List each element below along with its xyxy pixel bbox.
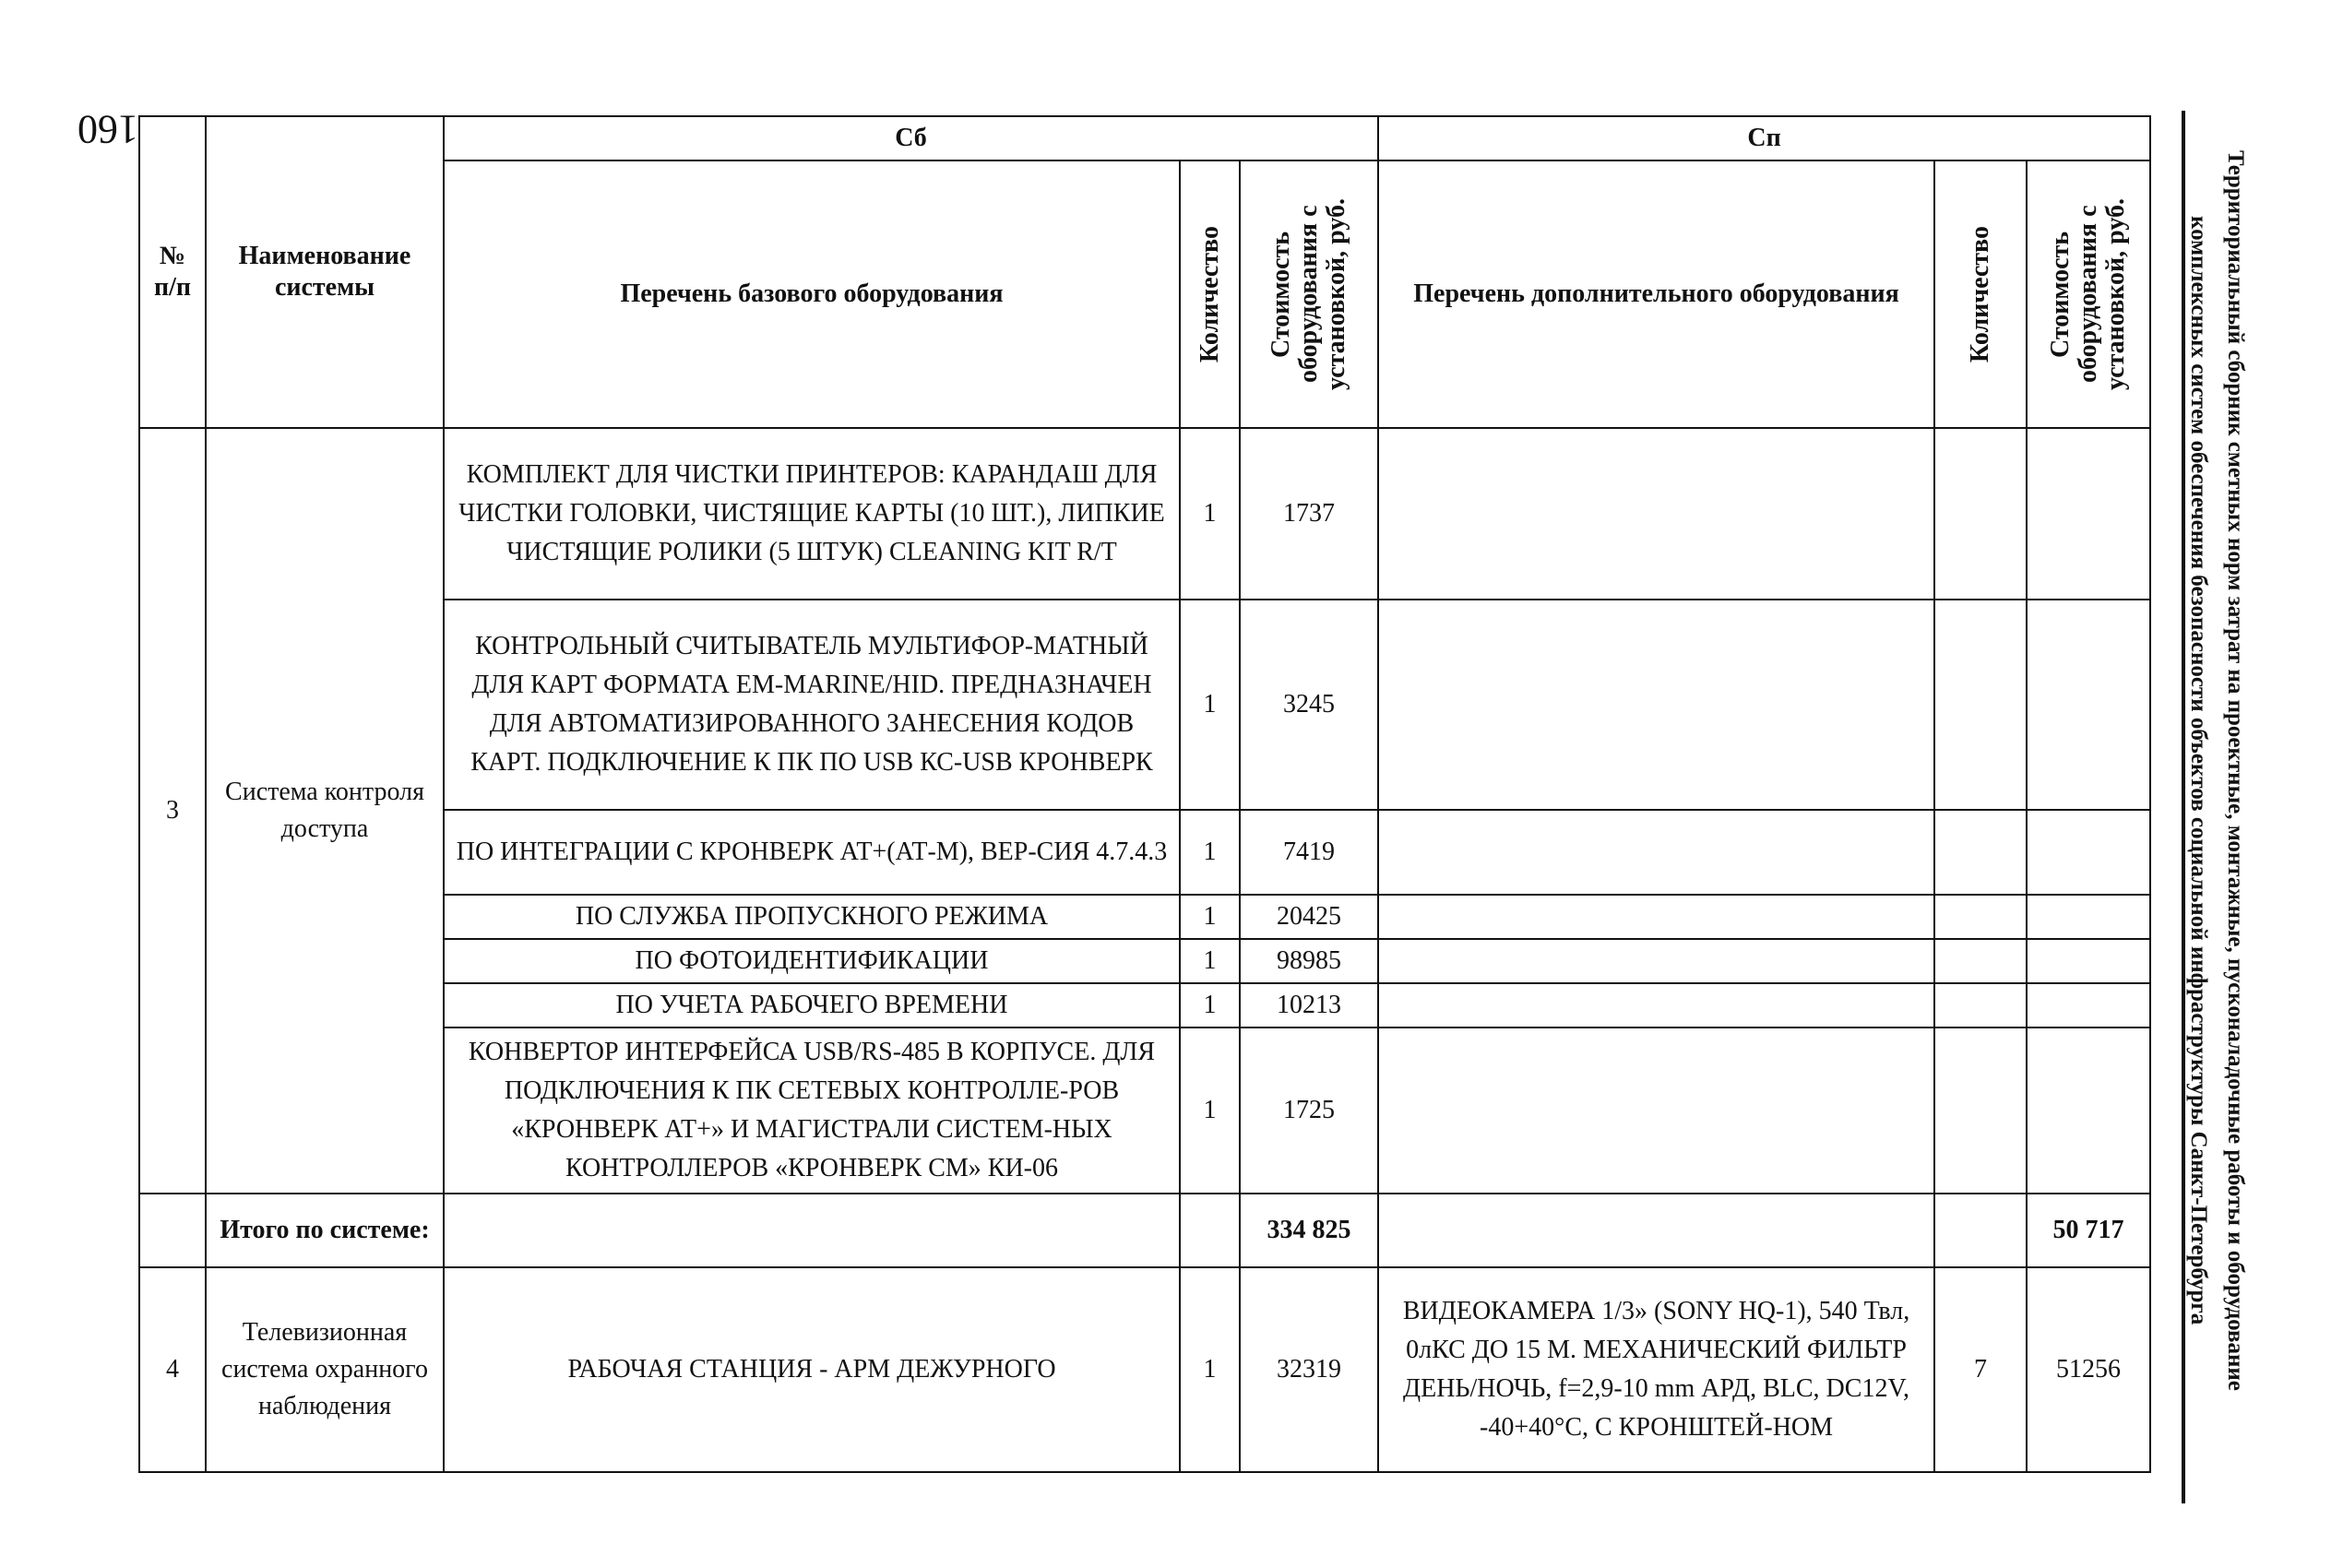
item-qty: 1	[1180, 983, 1240, 1028]
extra-qty-empty	[1934, 939, 2027, 983]
item-cost: 7419	[1240, 810, 1378, 895]
item-name: ПО ФОТОИДЕНТИФИКАЦИИ	[444, 939, 1180, 983]
total-item-empty	[444, 1194, 1180, 1267]
extra-item-name: ВИДЕОКАМЕРА 1/3» (SONY HQ-1), 540 Твл, 0лКС ДО 15 М. МЕХАНИЧЕСКИЙ ФИЛЬТР ДЕНЬ/НОЧЬ, f=2,9-10 mm АРД, BLC, DC12V, -40+40°С, С КРОНШТЕЙ-НОМ	[1378, 1267, 1934, 1472]
total-qty2-empty	[1934, 1194, 2027, 1267]
item-name: ПО СЛУЖБА ПРОПУСКНОГО РЕЖИМА	[444, 895, 1180, 939]
page-number: 160	[77, 107, 138, 152]
total-row	[139, 1194, 2150, 1267]
header-base-list: Перечень базового оборудования	[444, 160, 1180, 428]
total-label: Итого по системе:	[206, 1194, 444, 1267]
extra-cost-empty	[2027, 428, 2150, 600]
item-name: ПО УЧЕТА РАБОЧЕГО ВРЕМЕНИ	[444, 983, 1180, 1028]
extra-item-empty	[1378, 810, 1934, 895]
header-sp: Сп	[1378, 116, 2150, 160]
table-row	[139, 428, 2150, 600]
running-title-text: Территориальный сборник сметных норм затрат на проектные, монтажные, пусконаладочные работы и оборудование комплексных систем обеспечения безопасности объектов социальной инфраструктуры Санкт-Петербурга	[2186, 149, 2248, 1391]
system4-num: 4	[139, 1267, 206, 1472]
item-name: РАБОЧАЯ СТАНЦИЯ - АРМ ДЕЖУРНОГО	[444, 1267, 1180, 1472]
extra-cost-empty	[2027, 600, 2150, 810]
title-rule	[2182, 111, 2185, 1503]
item-cost: 20425	[1240, 895, 1378, 939]
equipment-table	[138, 115, 2151, 1473]
header-cost	[1240, 160, 1378, 428]
header-cost-text: Стоимость оборудования с установкой, руб.	[1267, 198, 1351, 390]
header-cost2	[2027, 160, 2150, 428]
extra-item-empty	[1378, 895, 1934, 939]
extra-cost-empty	[2027, 1028, 2150, 1194]
extra-cost-empty	[2027, 939, 2150, 983]
extra-qty-empty	[1934, 600, 2027, 810]
item-name: ПО ИНТЕГРАЦИИ С КРОНВЕРК АТ+(АТ-М), ВЕР-СИЯ 4.7.4.3	[444, 810, 1180, 895]
item-cost: 1737	[1240, 428, 1378, 600]
extra-qty-empty	[1934, 983, 2027, 1028]
total-sp-value: 50 717	[2027, 1194, 2150, 1267]
item-qty: 1	[1180, 939, 1240, 983]
extra-item-empty	[1378, 983, 1934, 1028]
extra-cost-empty	[2027, 810, 2150, 895]
header-system-name: Наименование системы	[206, 116, 444, 428]
system3-name: Система контроля доступа	[206, 428, 444, 1194]
total-qty-empty	[1180, 1194, 1240, 1267]
item-cost: 10213	[1240, 983, 1378, 1028]
extra-qty-empty	[1934, 810, 2027, 895]
system4-name: Телевизионная система охранного наблюдения	[206, 1267, 444, 1472]
item-name: КОМПЛЕКТ ДЛЯ ЧИСТКИ ПРИНТЕРОВ: КАРАНДАШ ДЛЯ ЧИСТКИ ГОЛОВКИ, ЧИСТЯЩИЕ КАРТЫ (10 ШТ.), ЛИПКИЕ ЧИСТЯЩИЕ РОЛИКИ (5 ШТУК) CLEANING KIT R/T	[444, 428, 1180, 600]
extra-item-empty	[1378, 939, 1934, 983]
extra-item-qty: 7	[1934, 1267, 2027, 1472]
extra-cost-empty	[2027, 895, 2150, 939]
system3-num: 3	[139, 428, 206, 1194]
extra-qty-empty	[1934, 895, 2027, 939]
item-qty: 1	[1180, 600, 1240, 810]
extra-qty-empty	[1934, 1028, 2027, 1194]
total-extra-empty	[1378, 1194, 1934, 1267]
header-extra-list: Перечень дополнительного оборудования	[1378, 160, 1934, 428]
item-qty: 1	[1180, 895, 1240, 939]
item-cost: 32319	[1240, 1267, 1378, 1472]
item-cost: 3245	[1240, 600, 1378, 810]
item-cost: 1725	[1240, 1028, 1378, 1194]
item-qty: 1	[1180, 428, 1240, 600]
extra-item-empty	[1378, 1028, 1934, 1194]
header-qty2	[1934, 160, 2027, 428]
extra-item-empty	[1378, 428, 1934, 600]
item-qty: 1	[1180, 1028, 1240, 1194]
item-name: КОНВЕРТОР ИНТЕРФЕЙСА USB/RS-485 В КОРПУСЕ. ДЛЯ ПОДКЛЮЧЕНИЯ К ПК СЕТЕВЫХ КОНТРОЛЛЕ-РОВ «КРОНВЕРК АТ+» И МАГИСТРАЛИ СИСТЕМ-НЫХ КОНТРОЛЛЕРОВ «КРОНВЕРК СМ» КИ-06	[444, 1028, 1180, 1194]
item-qty: 1	[1180, 1267, 1240, 1472]
total-sb-value: 334 825	[1240, 1194, 1378, 1267]
header-sb: Сб	[444, 116, 1378, 160]
header-qty2-text: Количество	[1966, 225, 1995, 363]
total-num-empty	[139, 1194, 206, 1267]
header-qty-text: Количество	[1195, 225, 1224, 363]
item-qty: 1	[1180, 810, 1240, 895]
header-num: № п/п	[139, 116, 206, 428]
item-cost: 98985	[1240, 939, 1378, 983]
extra-cost-empty	[2027, 983, 2150, 1028]
header-qty	[1180, 160, 1240, 428]
header-row-1	[139, 116, 2150, 160]
running-title	[2157, 115, 2277, 1425]
table-row	[139, 1267, 2150, 1472]
extra-item-cost: 51256	[2027, 1267, 2150, 1472]
extra-item-empty	[1378, 600, 1934, 810]
header-cost2-text: Стоимость оборудования с установкой, руб.	[2046, 198, 2131, 390]
extra-qty-empty	[1934, 428, 2027, 600]
item-name: КОНТРОЛЬНЫЙ СЧИТЫВАТЕЛЬ МУЛЬТИФОР-МАТНЫЙ ДЛЯ КАРТ ФОРМАТА EM-MARINE/HID. ПРЕДНАЗНАЧЕН ДЛЯ АВТОМАТИЗИРОВАННОГО ЗАНЕСЕНИЯ КОДОВ КАРТ. ПОДКЛЮЧЕНИЕ К ПК ПО USB КС-USB КРОНВЕРК	[444, 600, 1180, 810]
